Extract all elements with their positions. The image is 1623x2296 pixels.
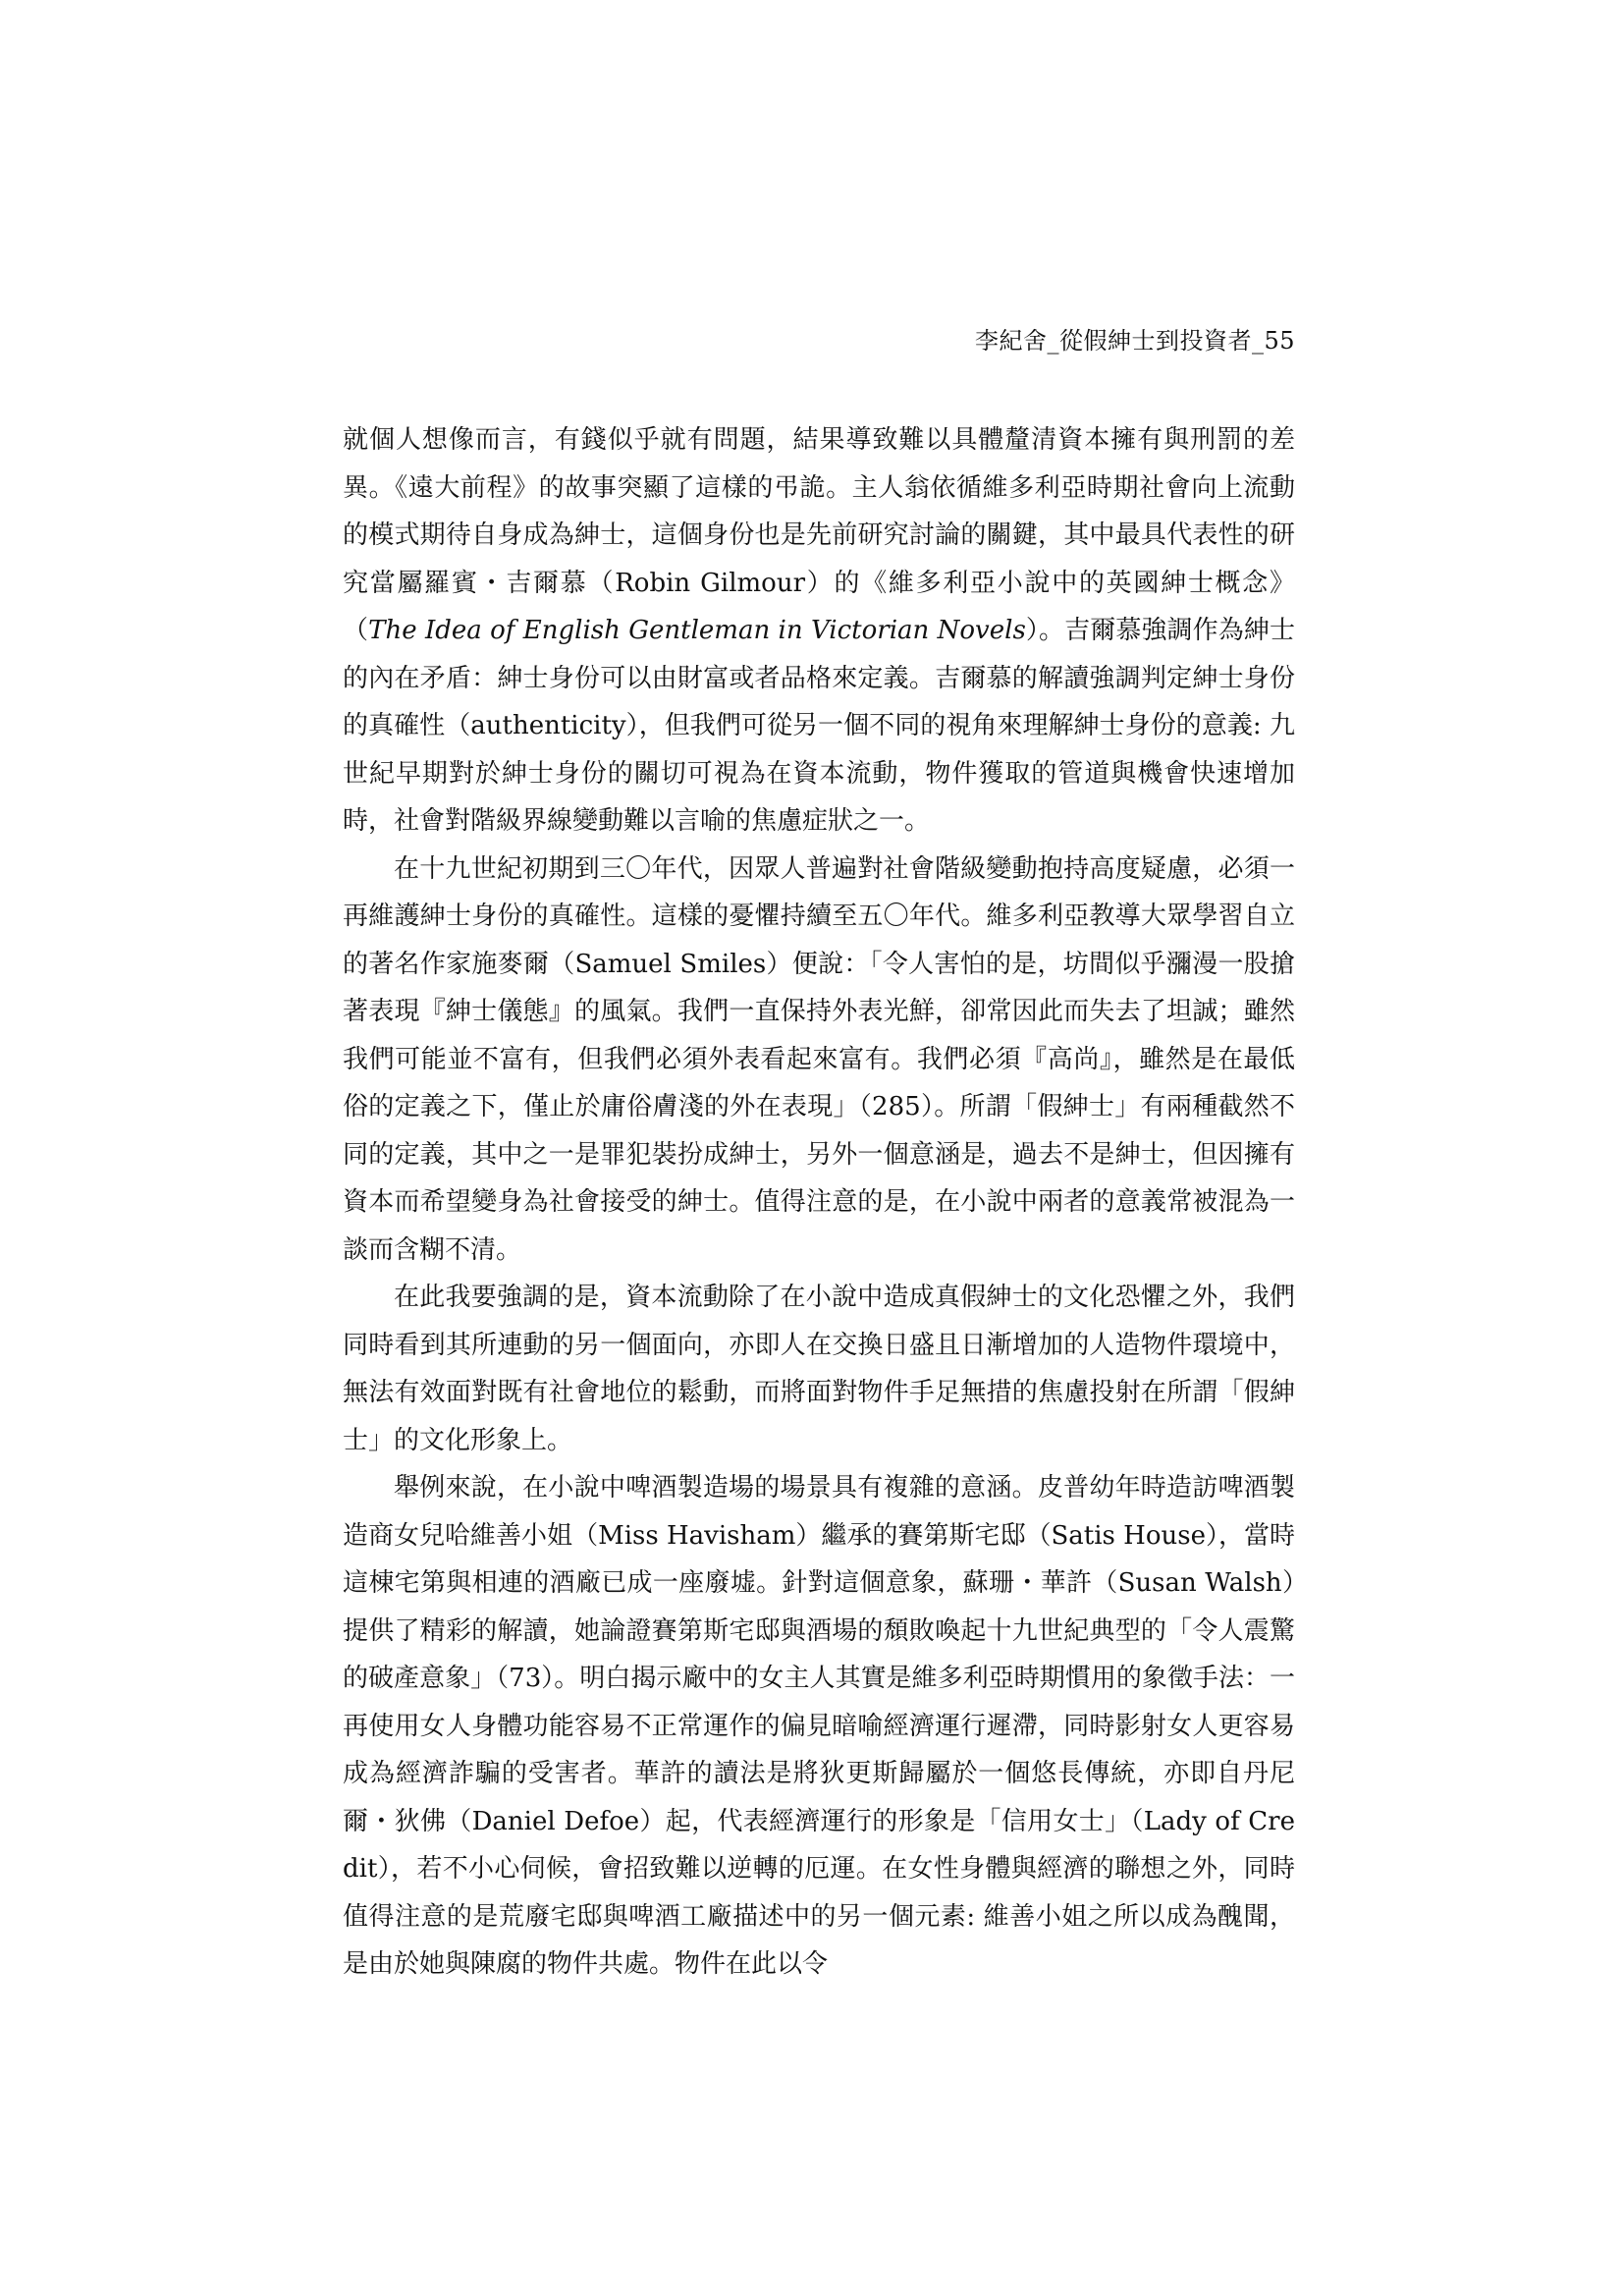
paragraph-3-text: 在此我要強調的是，資本流動除了在小說中造成真假紳士的文化恐懼之外，我們同時看到其所連動的另一個面向，亦即人在交換日盛且日漸增加的人造物件環境中，無法有效面對既有社會地位的鬆動，而將面對物件手足無措的焦慮投射在所謂「假紳士」的文化形象上。 [343, 1283, 1295, 1455]
body-text [343, 416, 1295, 1989]
running-head: 李紀舍_從假紳士到投資者_55 [974, 327, 1295, 355]
paragraph-4-text: 舉例來說，在小說中啤酒製造場的場景具有複雜的意涵。皮普幼年時造訪啤酒製造商女兒哈維善小姐（Miss Havisham）繼承的賽第斯宅邸（Satis House），當時這棟宅第與相連的酒廠已成一座廢墟。針對這個意象，蘇珊・華許（Susan Walsh）提供了精彩的解讀，她論證賽第斯宅邸與酒場的頹敗喚起十九世紀典型的「令人震驚的破產意象」（73）。明白揭示廠中的女主人其實是維多利亞時期慣用的象徵手法：一再使用女人身體功能容易不正常運作的偏見暗喻經濟運行遲滯，同時影射女人更容易成為經濟詐騙的受害者。華許的讀法是將狄更斯歸屬於一個悠長傳統，亦即自丹尼爾・狄佛（Daniel Defoe）起，代表經濟運行的形象是「信用女士」（Lady of Credit），若不小心伺候，會招致難以逆轉的厄運。在女性身體與經濟的聯想之外，同時值得注意的是荒廢宅邸與啤酒工廠描述中的另一個元素: 維善小姐之所以成為醜聞，是由於她與陳腐的物件共處。物件在此以令 [343, 1473, 1295, 1979]
paragraph-4 [343, 1464, 1295, 1989]
book-title-english: The Idea of English Gentleman in Victorian Novels [368, 616, 1026, 645]
paragraph-1-text-b: ）。吉爾慕強調作為紳士的內在矛盾：紳士身份可以由財富或者品格來定義。吉爾慕的解讀強調判定紳士身份的真確性（authenticity），但我們可從另一個不同的視角來理解紳士身份的意義: 九世紀早期對於紳士身份的關切可視為在資本流動，物件獲取的管道與機會快速增加時，社會對階級界線變動難以言喻的焦慮症狀之一。 [343, 616, 1295, 836]
paragraph-2-text: 在十九世紀初期到三〇年代，因眾人普遍對社會階級變動抱持高度疑慮，必須一再維護紳士身份的真確性。這樣的憂懼持續至五〇年代。維多利亞教導大眾學習自立的著名作家施麥爾（Samuel Smiles）便說：「令人害怕的是，坊間似乎瀰漫一股搶著表現『紳士儀態』的風氣。我們一直保持外表光鮮，卻常因此而失去了坦誠；雖然我們可能並不富有，但我們必須外表看起來富有。我們必須『高尚』，雖然是在最低俗的定義之下，僅止於庸俗膚淺的外在表現」（285）。所謂「假紳士」有兩種截然不同的定義，其中之一是罪犯裝扮成紳士，另外一個意涵是，過去不是紳士，但因擁有資本而希望變身為社會接受的紳士。值得注意的是，在小說中兩者的意義常被混為一談而含糊不清。 [343, 853, 1295, 1265]
paragraph-2 [343, 846, 1295, 1275]
paragraph-3 [343, 1274, 1295, 1464]
paragraph-1-text-a: 就個人想像而言，有錢似乎就有問題，結果導致難以具體釐清資本擁有與刑罰的差異。《遠大前程》的故事突顯了這樣的弔詭。主人翁依循維多利亞時期社會向上流動的模式期待自身成為紳士，這個身份也是先前研究討論的關鍵，其中最具代表性的研究當屬羅賓・吉爾慕（Robin Gilmour）的《維多利亞小說中的英國紳士概念》（ [343, 425, 1295, 645]
paragraph-1 [343, 416, 1295, 846]
